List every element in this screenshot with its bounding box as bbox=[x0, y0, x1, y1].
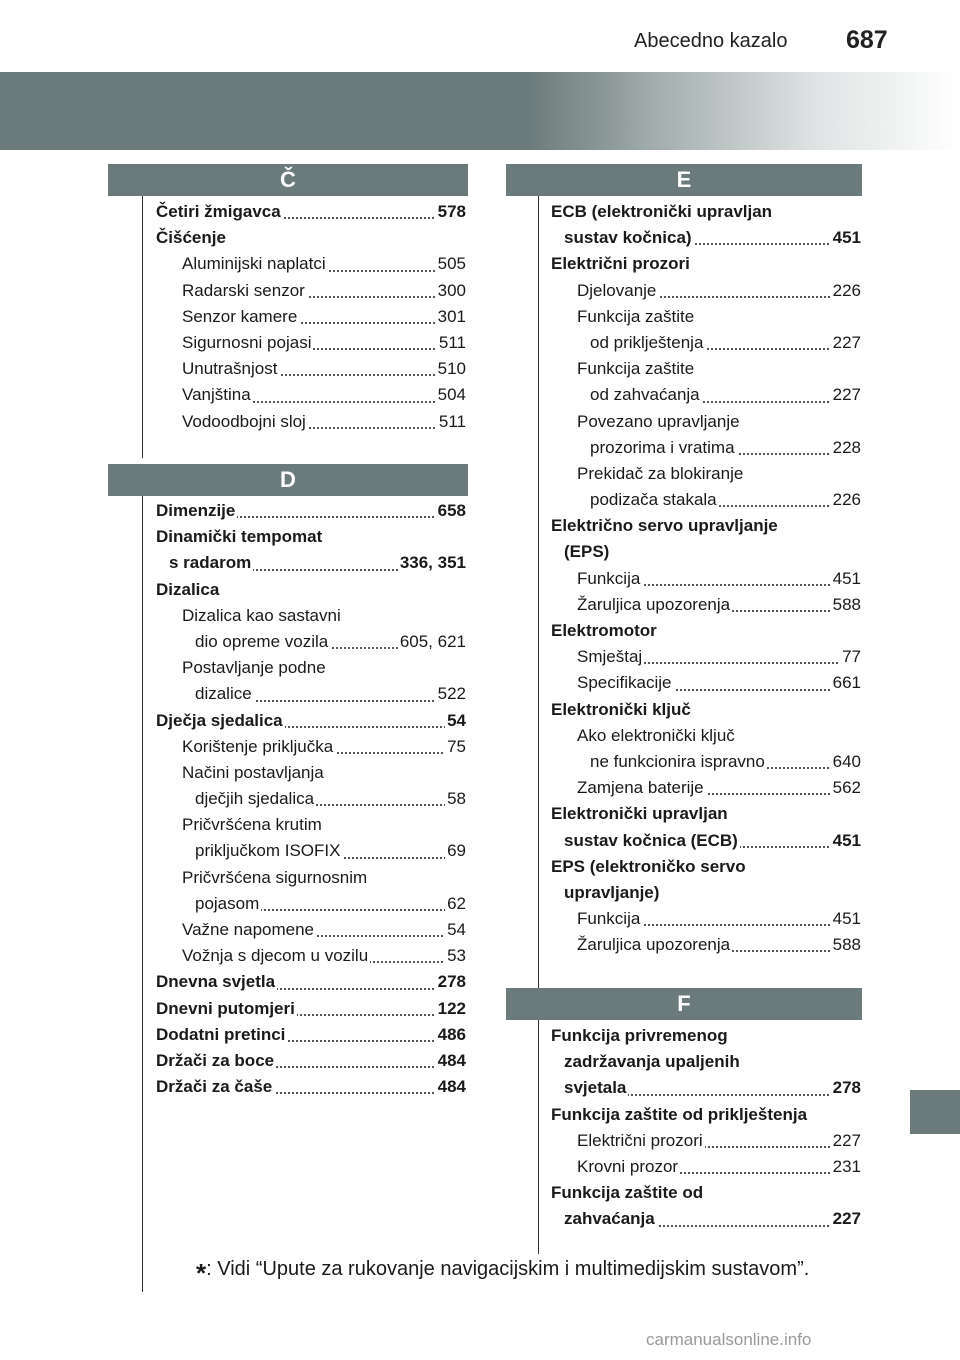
index-entry-page: 451 bbox=[831, 828, 861, 854]
index-entry bbox=[551, 409, 861, 435]
index-entry-term: Funkcija zaštite bbox=[577, 359, 695, 379]
index-entry-term: dio opreme vozila bbox=[195, 631, 329, 651]
index-entry-term: Dizalica kao sastavni bbox=[182, 605, 341, 625]
index-entry-term: Elektronički upravljan bbox=[551, 804, 728, 824]
index-entry-term: Važne napomene bbox=[182, 920, 315, 939]
index-entry bbox=[156, 734, 466, 760]
index-entry-term: Električno servo upravljanje bbox=[551, 516, 778, 536]
index-entry-term: dječjih sjedalica bbox=[195, 789, 315, 809]
index-entry-page: 54 bbox=[445, 917, 466, 943]
index-entry-term: Dizalica bbox=[156, 579, 220, 599]
index-entry-page: 301 bbox=[436, 304, 466, 330]
index-entry bbox=[551, 461, 861, 487]
index-entry-term: Zamjena baterije bbox=[577, 778, 704, 798]
index-entry-term: Prekidač za blokiranje bbox=[577, 463, 744, 483]
index-entry bbox=[156, 225, 466, 251]
index-entry-term: Specifikacije bbox=[577, 673, 672, 693]
index-entry bbox=[551, 330, 861, 356]
index-entry-page: 588 bbox=[831, 932, 861, 958]
index-entry-page: 122 bbox=[436, 996, 466, 1022]
index-entry-term: Pričvršćena sigurnosnim bbox=[182, 867, 368, 887]
index-entry-term: dizalice bbox=[195, 684, 252, 704]
index-entry-term: Vodoodbojni sloj bbox=[182, 411, 306, 431]
index-entry-term: Električni prozori bbox=[577, 1130, 703, 1150]
index-entry-term: Funkcija bbox=[577, 909, 641, 929]
page-number: 687 bbox=[846, 26, 888, 54]
index-entry-term: Pričvršćena krutim bbox=[182, 815, 322, 835]
index-entry-term: Dinamički tempomat bbox=[156, 527, 323, 547]
index-entry-page: 605, 621 bbox=[398, 629, 466, 655]
index-entry-term: Vožnja s djecom u vozilu bbox=[182, 946, 369, 966]
index-entry-page: 511 bbox=[437, 330, 466, 356]
index-entry bbox=[156, 577, 466, 603]
index-entry-page: 451 bbox=[831, 225, 861, 251]
index-entry-page: 504 bbox=[436, 382, 466, 408]
index-entry bbox=[551, 906, 861, 932]
index-entry-term: Čišćenje bbox=[156, 228, 226, 248]
index-entry bbox=[551, 828, 861, 854]
index-list-f bbox=[551, 1023, 861, 1233]
column-rule bbox=[538, 196, 539, 1254]
index-entry-term: Krovni prozor bbox=[577, 1156, 679, 1176]
index-entry-page: 278 bbox=[831, 1075, 861, 1101]
index-list-d bbox=[156, 498, 466, 1100]
header-title: Abecedno kazalo bbox=[634, 30, 788, 52]
index-entry-term: Radarski senzor bbox=[182, 280, 305, 300]
index-entry bbox=[156, 409, 466, 435]
index-entry bbox=[551, 1206, 861, 1232]
index-entry-page: 227 bbox=[831, 382, 861, 408]
footnote bbox=[196, 1258, 809, 1289]
index-entry bbox=[156, 655, 466, 681]
index-entry-page: 451 bbox=[831, 906, 861, 932]
section-header-c: Č bbox=[108, 164, 468, 196]
index-entry-term: Dodatni pretinci bbox=[156, 1024, 286, 1044]
index-entry bbox=[551, 880, 861, 906]
index-entry-term: Povezano upravljanje bbox=[577, 411, 740, 431]
index-entry-page: 75 bbox=[445, 734, 466, 760]
index-entry-term: sustav kočnica) bbox=[564, 228, 692, 248]
index-entry-page: 661 bbox=[831, 670, 861, 696]
index-entry bbox=[551, 618, 861, 644]
index-entry bbox=[551, 1180, 861, 1206]
section-header-e: E bbox=[506, 164, 862, 196]
index-entry bbox=[156, 996, 466, 1022]
index-entry bbox=[551, 435, 861, 461]
index-entry-term: Načini postavljanja bbox=[182, 762, 324, 782]
index-entry-page: 588 bbox=[831, 592, 861, 618]
index-entry bbox=[156, 1048, 466, 1074]
index-entry bbox=[156, 943, 466, 969]
index-list-c bbox=[156, 199, 466, 435]
index-entry bbox=[156, 629, 466, 655]
index-entry-page: 522 bbox=[436, 681, 466, 707]
footnote-text: : Vidi “Upute za rukovanje navigacijskim i multimedijskim sustavom”. bbox=[206, 1258, 810, 1280]
index-entry-term: Elektromotor bbox=[551, 621, 657, 640]
index-entry-page: 69 bbox=[445, 838, 466, 864]
index-entry-term: upravljanje) bbox=[564, 882, 660, 902]
index-entry-term: Žaruljica upozorenja bbox=[577, 935, 731, 955]
index-entry bbox=[156, 382, 466, 408]
index-entry bbox=[551, 487, 861, 513]
index-entry-page: 228 bbox=[831, 435, 861, 461]
index-entry-term: ECB (elektronički upravljan bbox=[551, 202, 773, 221]
column-rule bbox=[142, 496, 143, 1292]
index-entry bbox=[156, 304, 466, 330]
index-entry-term: Ako elektronički ključ bbox=[577, 725, 735, 745]
index-entry-term: Funkcija bbox=[577, 568, 641, 588]
index-entry bbox=[156, 199, 466, 225]
section-header-f: F bbox=[506, 988, 862, 1020]
index-entry-term: Elektronički ključ bbox=[551, 699, 691, 719]
index-entry-term: podizača stakala bbox=[590, 490, 717, 510]
index-entry-term: priključkom ISOFIX bbox=[195, 841, 341, 861]
index-entry-page: 53 bbox=[445, 943, 466, 969]
index-entry-term: Unutrašnjost bbox=[182, 359, 278, 379]
index-entry-term: Funkcija zaštite od priklještenja bbox=[551, 1104, 808, 1124]
index-entry bbox=[156, 891, 466, 917]
index-entry-term: prozorima i vratima bbox=[590, 437, 735, 457]
index-entry-term: Smještaj bbox=[577, 647, 643, 667]
index-entry bbox=[551, 1128, 861, 1154]
index-entry-term: Dječja sjedalica bbox=[156, 710, 283, 730]
index-entry bbox=[551, 566, 861, 592]
index-entry-page: 658 bbox=[436, 498, 466, 524]
index-entry-term: Četiri žmigavca bbox=[156, 202, 281, 221]
index-entry-page: 511 bbox=[437, 409, 466, 435]
index-list-e bbox=[551, 199, 861, 958]
index-entry bbox=[551, 775, 861, 801]
page-header bbox=[0, 0, 960, 62]
index-entry-page: 231 bbox=[831, 1154, 861, 1180]
index-entry-page: 451 bbox=[831, 566, 861, 592]
index-entry-term: svjetala bbox=[564, 1078, 627, 1098]
index-entry bbox=[551, 199, 861, 225]
footnote-star: * bbox=[196, 1258, 207, 1288]
index-entry bbox=[156, 603, 466, 629]
index-entry bbox=[156, 969, 466, 995]
index-entry-term: Dimenzije bbox=[156, 501, 236, 520]
index-entry-term: Vanjština bbox=[182, 385, 251, 405]
index-entry bbox=[551, 251, 861, 277]
index-entry-page: 505 bbox=[436, 251, 466, 277]
index-entry bbox=[551, 1049, 861, 1075]
index-entry-term: Postavljanje podne bbox=[182, 658, 326, 678]
index-entry-term: Funkcija zaštite od bbox=[551, 1183, 704, 1203]
index-entry-term: Funkcija zaštite bbox=[577, 306, 695, 326]
index-entry bbox=[551, 854, 861, 880]
index-entry-term: Žaruljica upozorenja bbox=[577, 594, 731, 614]
index-entry-page: 336, 351 bbox=[398, 550, 466, 576]
index-entry-page: 227 bbox=[831, 1206, 861, 1232]
column-rule bbox=[142, 196, 143, 458]
index-entry bbox=[551, 670, 861, 696]
index-entry-term: od priklještenja bbox=[590, 332, 704, 352]
index-entry-term: s radarom bbox=[169, 553, 252, 573]
index-entry-term: Korištenje priključka bbox=[182, 736, 334, 756]
index-entry-term: Djelovanje bbox=[577, 280, 657, 300]
index-entry-page: 226 bbox=[831, 487, 861, 513]
index-entry bbox=[156, 524, 466, 550]
index-entry bbox=[156, 865, 466, 891]
index-entry bbox=[551, 1075, 861, 1101]
index-entry-page: 278 bbox=[436, 969, 466, 995]
index-entry bbox=[156, 356, 466, 382]
index-entry-term: Električni prozori bbox=[551, 254, 690, 274]
index-entry bbox=[551, 513, 861, 539]
header-banner bbox=[0, 72, 960, 150]
index-entry-term: EPS (elektroničko servo bbox=[551, 856, 746, 876]
watermark: carmanualsonline.info bbox=[646, 1330, 812, 1349]
index-entry bbox=[156, 251, 466, 277]
index-entry-page: 484 bbox=[436, 1048, 466, 1074]
index-entry-page: 486 bbox=[436, 1022, 466, 1048]
index-entry-page: 227 bbox=[831, 330, 861, 356]
index-entry-term: Dnevna svjetla bbox=[156, 972, 276, 992]
index-entry bbox=[156, 1022, 466, 1048]
index-entry bbox=[156, 917, 466, 943]
index-entry-page: 62 bbox=[445, 891, 466, 917]
index-entry-term: od zahvaćanja bbox=[590, 385, 700, 405]
index-entry-term: zadržavanja upaljenih bbox=[564, 1052, 740, 1072]
index-entry bbox=[551, 382, 861, 408]
index-entry bbox=[551, 304, 861, 330]
index-entry bbox=[551, 356, 861, 382]
index-entry-term: Aluminijski naplatci bbox=[182, 254, 326, 274]
index-entry bbox=[551, 723, 861, 749]
index-entry bbox=[156, 786, 466, 812]
index-entry bbox=[156, 812, 466, 838]
index-entry bbox=[551, 697, 861, 723]
section-header-d: D bbox=[108, 464, 468, 496]
index-entry bbox=[156, 838, 466, 864]
index-entry bbox=[551, 225, 861, 251]
index-entry-term: Sigurnosni pojasi bbox=[182, 332, 312, 352]
index-entry-term: ne funkcionira ispravno bbox=[590, 751, 765, 771]
index-entry-page: 484 bbox=[436, 1074, 466, 1100]
index-entry-term: pojasom bbox=[195, 893, 260, 913]
chapter-tab bbox=[910, 1090, 960, 1134]
index-entry-term: Dnevni putomjeri bbox=[156, 998, 295, 1018]
index-entry-page: 562 bbox=[831, 775, 861, 801]
index-entry-term: zahvaćanja bbox=[564, 1209, 655, 1229]
index-entry bbox=[551, 1154, 861, 1180]
index-entry bbox=[156, 330, 466, 356]
index-entry bbox=[551, 749, 861, 775]
index-entry bbox=[156, 760, 466, 786]
index-entry bbox=[551, 644, 861, 670]
index-entry-term: Funkcija privremenog bbox=[551, 1026, 728, 1045]
index-entry-page: 58 bbox=[445, 786, 466, 812]
index-entry bbox=[156, 278, 466, 304]
index-entry bbox=[551, 1102, 861, 1128]
index-entry bbox=[551, 932, 861, 958]
index-entry bbox=[156, 708, 466, 734]
index-entry-page: 640 bbox=[831, 749, 861, 775]
index-entry bbox=[156, 550, 466, 576]
index-entry bbox=[551, 539, 861, 565]
index-entry-term: Držači za čaše bbox=[156, 1077, 273, 1097]
index-entry bbox=[551, 278, 861, 304]
index-entry-page: 226 bbox=[831, 278, 861, 304]
index-entry-term: sustav kočnica (ECB) bbox=[564, 830, 738, 850]
index-entry-page: 77 bbox=[840, 644, 861, 670]
index-entry bbox=[156, 498, 466, 524]
index-entry bbox=[156, 681, 466, 707]
index-entry-page: 227 bbox=[831, 1128, 861, 1154]
index-entry-page: 300 bbox=[436, 278, 466, 304]
index-entry bbox=[551, 801, 861, 827]
index-entry-page: 578 bbox=[436, 199, 466, 225]
index-entry-term: (EPS) bbox=[564, 542, 610, 562]
index-entry-term: Držači za boce bbox=[156, 1050, 275, 1070]
index-entry-term: Senzor kamere bbox=[182, 306, 298, 326]
index-entry bbox=[551, 592, 861, 618]
index-entry-page: 54 bbox=[445, 708, 466, 734]
index-entry bbox=[551, 1023, 861, 1049]
index-entry bbox=[156, 1074, 466, 1100]
index-entry-page: 510 bbox=[436, 356, 466, 382]
